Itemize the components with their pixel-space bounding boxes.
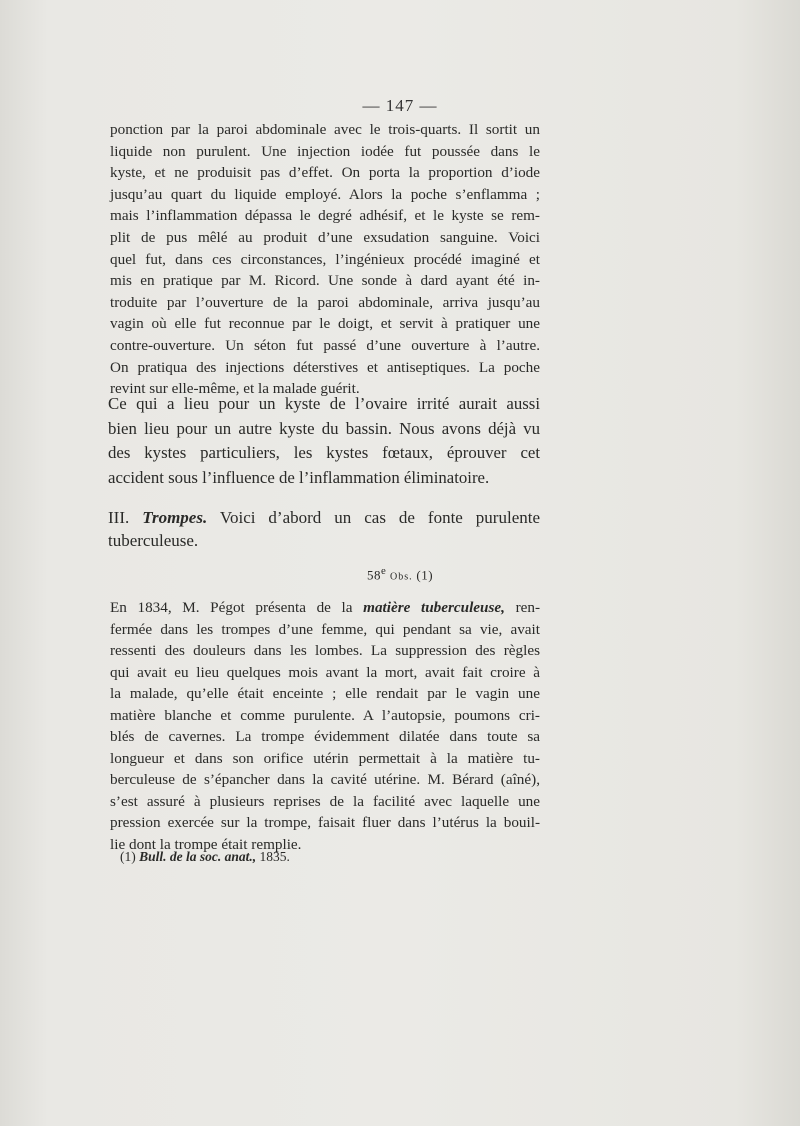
text-line: berculeuse de s’épancher dans la cavité utérine. M. Bérard (aîné), (110, 771, 540, 788)
paragraph-ricord-case (110, 119, 540, 400)
text-line: des kystes particuliers, les kystes fœtaux, éprouver cet (108, 443, 540, 463)
observation-label (0, 565, 800, 583)
page-number: — 147 — (362, 96, 438, 115)
text-line: kyste, et ne produisit pas d’effet. On porta la proportion d’iode (110, 164, 540, 182)
text-line: matière blanche et comme purulente. A l’autopsie, poumons cri- (110, 706, 540, 724)
text-line: ressenti des douleurs dans les lombes. La suppression des règles (110, 642, 540, 659)
footnote (120, 849, 290, 865)
section-title: Trompes. (142, 508, 208, 527)
section-number: III. (108, 508, 130, 527)
text-line: mais l’inflammation dépassa le degré adhésif, et le kyste se rem- (110, 207, 540, 225)
heading-line (108, 506, 540, 529)
text-line: troduite par l’ouverture de la paroi abdominale, arriva jusqu’au (110, 293, 540, 311)
text-line: plit de pus mêlé au produit d’une exsudation sanguine. Voici (110, 228, 540, 246)
text-line: On pratiqua des injections déterstives et antiseptiques. La poche (110, 358, 540, 376)
section-heading-trompes (108, 506, 540, 552)
footnote-marker: (1) (120, 849, 136, 864)
text-line: liquide non purulent. Une injection iodée fut poussée dans le (110, 142, 540, 160)
heading-line-2: tuberculeuse. (108, 531, 199, 550)
text-line: jusqu’au quart du liquide employé. Alors la poche s’enflamma ; (110, 185, 540, 203)
text-line: Ce qui a lieu pour un kyste de l’ovaire irrité aurait aussi (108, 394, 540, 413)
footnote-source: Bull. de la soc. anat., (139, 849, 257, 864)
paragraph-kyste-bassin (108, 392, 540, 490)
observation-sup: e (380, 565, 387, 577)
footnote-year: 1835. (259, 849, 290, 864)
text-line: lie dont la trompe était remplie. (110, 835, 302, 853)
paragraph-pegot-case (110, 597, 540, 855)
text-line (110, 597, 540, 619)
text-line: mis en pratique par M. Ricord. Une sonde à dard ayant été in- (110, 272, 540, 290)
text-line: accident sous l’influence de l’inflammation éliminatoire. (108, 467, 490, 487)
text-line: revint sur elle-même, et la malade guérit. (110, 380, 360, 398)
text-fragment: ren- (515, 599, 541, 616)
text-line: quel fut, dans ces circonstances, l’ingénieux procédé imaginé et (110, 250, 540, 268)
text-line: longueur et dans son orifice utérin permettait à la matière tu- (110, 749, 540, 767)
observation-number: 58 (366, 567, 381, 583)
text-line: ponction par la paroi abdominale avec le trois-quarts. Il sortit un (110, 121, 540, 138)
text-line: vagin où elle fut reconnue par le doigt, et servit à pratiquer une (110, 315, 540, 333)
text-line: blés de cavernes. La trompe évidemment dilatée dans toute sa (110, 728, 540, 745)
text-line: la malade, qu’elle était enceinte ; elle rendait par le vagin une (110, 685, 540, 702)
observation-ref: (1) (416, 567, 434, 583)
text-line: pression exercée sur la trompe, faisait fluer dans l’utérus la bouil- (110, 814, 540, 831)
italic-term: matière tuberculeuse, (363, 599, 505, 616)
observation-abbrev: Obs. (390, 571, 413, 583)
text-fragment: En 1834, M. Pégot présenta de la (110, 599, 353, 616)
text-line: s’est assuré à plusieurs reprises de la facilité avec laquelle une (110, 792, 540, 810)
text-line: fermée dans les trompes d’une femme, qui pendant sa vie, avait (110, 620, 540, 638)
text-line: bien lieu pour un autre kyste du bassin. Nous avons déjà vu (108, 418, 540, 438)
text-line: qui avait eu lieu quelques mois avant la mort, avait fait croire à (110, 663, 540, 681)
heading-text: Voici d’abord un cas de fonte purulente (219, 508, 541, 527)
text-line: contre-ouverture. Un séton fut passé d’une ouverture à l’autre. (110, 336, 540, 354)
